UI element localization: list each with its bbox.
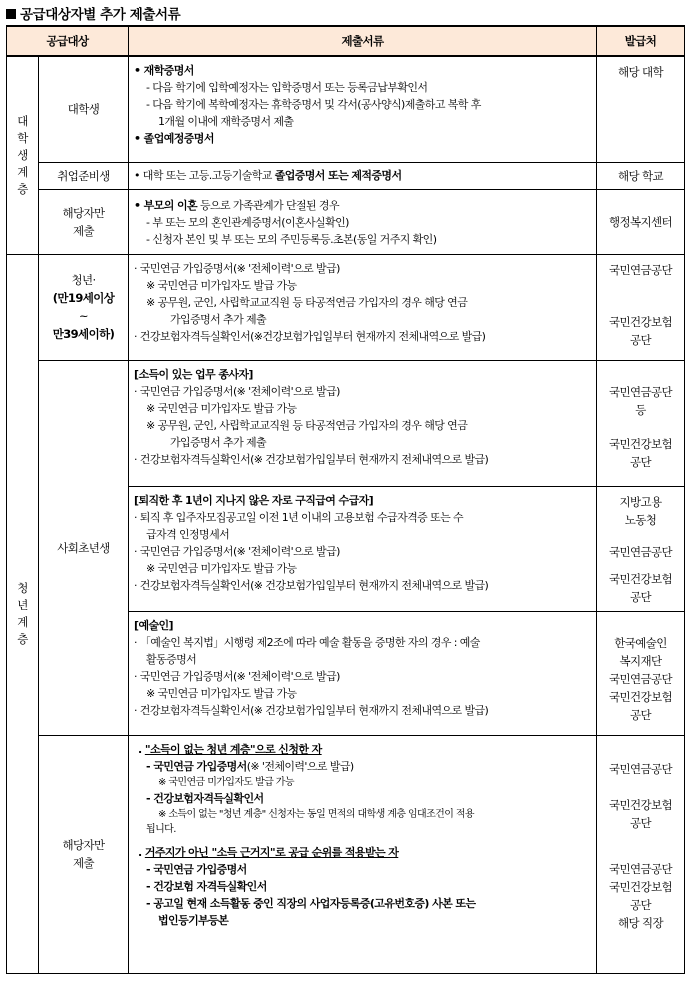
- vertical-char: 학: [17, 130, 28, 145]
- noincome-heading: "소득이 없는 청년 계층"으로 신청한 자: [144, 742, 322, 756]
- issuer-youth: 국민연금공단 국민건강보험 공단: [597, 254, 685, 360]
- doc-line: · 퇴직 후 입주자모집공고일 이전 1년 이내의 고용보험 수급자격증 또는 수: [134, 510, 464, 524]
- issuer-newcomer-artist: 한국예술인 복지재단 국민연금공단 국민건강보험 공단: [597, 611, 685, 735]
- issuer-newcomer-unemployed: 지방고용 노동청 국민연금공단 국민건강보험 공단: [597, 486, 685, 611]
- doc-line: · 「예술인 복지법」시행령 제2조에 따라 예술 활동을 증명한 자의 경우 : 예술: [134, 635, 480, 649]
- doc-line: 급자격 인정명세서: [146, 527, 230, 541]
- group-youth: [7, 254, 39, 973]
- doc-line: · 국민연금 가입증명서(※ '전체이력'으로 발급): [134, 384, 340, 398]
- row-youth: [7, 254, 685, 360]
- doc-line: ※ 국민연금 미가입자도 발급 가능: [146, 278, 297, 292]
- group-youth-label: [7, 580, 38, 648]
- submission-documents-table: [6, 25, 685, 974]
- target-newcomer: 사회초년생: [39, 360, 129, 735]
- docs-youth: [129, 254, 597, 360]
- vertical-char: 생: [17, 147, 28, 162]
- issuer-university: 해당 대학: [597, 56, 685, 162]
- docs-newcomer-artist: [예술인] · 「예술인 복지법」시행령 제2조에 따라 예술 활동을 증명한 자의 경우 : 예술 활동증명서 · 국민연금 가입증명서(※ '전체이력'으로 발급) ※ 국민연금 미가입자도 발급 가능 · 건강보험자격득실확인서(※ 건강보험가입일부터 현재까지 전체내역으로 발급): [129, 611, 597, 735]
- target-parent-divorce: 해당자만 제출: [39, 189, 129, 254]
- vertical-char: 년: [17, 597, 28, 612]
- target-noincome: 해당자만 제출: [39, 735, 129, 973]
- vertical-char: 계: [17, 614, 28, 629]
- row-jobseeker: [7, 162, 685, 189]
- row-newcomer-a: [7, 360, 685, 486]
- income-base-heading: 거주지가 아닌 "소득 근거지"로 공급 순위를 적용받는 자: [144, 845, 399, 859]
- doc-line: · 건강보험자격득실확인서(※ 건강보험가입일부터 현재까지 전체내역으로 발급): [134, 578, 489, 592]
- issuer-noincome: 국민연금공단 국민건강보험 공단 국민연금공단 국민건강보험 공단 해당 직장: [597, 735, 685, 973]
- doc-line: · 국민연금 가입증명서(※ '전체이력'으로 발급): [134, 669, 340, 683]
- doc-line: ※ 국민연금 미가입자도 발급 가능: [146, 686, 297, 700]
- doc-line: 활동증명서: [146, 652, 197, 666]
- square-bullet-icon: [6, 9, 16, 19]
- doc-line: - 건강보험 자격득실확인서: [146, 879, 267, 893]
- vertical-char: 대: [17, 113, 28, 128]
- section-title: 공급대상자별 추가 제출서류: [6, 3, 180, 23]
- issuer-jobseeker: 해당 학교: [597, 162, 685, 189]
- doc-line: · 국민연금 가입증명서(※ '전체이력'으로 발급): [134, 544, 340, 558]
- target-youth: 청년· (만19세이상 ~ 만39세이하): [39, 254, 129, 360]
- doc-line: - 신청자 본인 및 부 또는 모의 주민등록등.초본(동일 거주지 확인): [146, 232, 437, 246]
- issuer-parent-divorce: 행정복지센터: [597, 189, 685, 254]
- doc-line: - 국민연금 가입증명서: [146, 862, 247, 876]
- doc-line: 1개월 이내에 재학증명서 제출: [158, 115, 294, 128]
- docs-newcomer-employed: [소득이 있는 업무 종사자] · 국민연금 가입증명서(※ '전체이력'으로 발급) ※ 국민연금 미가입자도 발급 가능 ※ 공무원, 군인, 사립학교교직원 등 타공적연금 가입자의 경우 해당 연금 가입증명서 추가 제출 · 건강보험자격득실확인서(※ 건강보험가입일부터 현재까지 전체내역으로 발급): [129, 360, 597, 486]
- doc-line: ※ 공무원, 군인, 사립학교교직원 등 타공적연금 가입자의 경우 해당 연금: [146, 295, 468, 309]
- doc-line: 법인등기부등본: [158, 913, 229, 927]
- doc-line: - 공고일 현재 소득활동 중인 직장의 사업자등록증(고유번호증) 사본 또는: [146, 896, 476, 910]
- doc-line: ※ 공무원, 군인, 사립학교교직원 등 타공적연금 가입자의 경우 해당 연금: [146, 418, 468, 432]
- row-university: [7, 56, 685, 162]
- vertical-char: 층: [17, 631, 28, 646]
- vertical-char: 계: [17, 164, 28, 179]
- doc-line: · 건강보험자격득실확인서(※ 건강보험가입일부터 현재까지 전체내역으로 발급): [134, 452, 489, 466]
- doc-line: - 건강보험자격득실확인서: [146, 791, 264, 805]
- doc-line: · 건강보험자격득실확인서(※건강보험가입일부터 현재까지 전체내역으로 발급): [134, 329, 486, 343]
- header-issuer: 발급처: [597, 26, 685, 56]
- doc-line: · 건강보험자격득실확인서(※ 건강보험가입일부터 현재까지 전체내역으로 발급): [134, 703, 489, 717]
- group-university: [7, 56, 39, 254]
- docs-university: [129, 56, 597, 162]
- doc-line: ※ 국민연금 미가입자도 발급 가능: [158, 776, 294, 788]
- doc-line: · 국민연금 가입증명서(※ '전체이력'으로 발급): [134, 261, 340, 275]
- row-noincome: [7, 735, 685, 973]
- doc-line: - 다음 학기에 입학예정자는 입학증명서 또는 등록금납부확인서: [146, 81, 428, 94]
- doc-line: 가입증명서 추가 제출: [170, 435, 267, 449]
- target-jobseeker: 취업준비생: [39, 162, 129, 189]
- docs-parent-divorce: • 부모의 이혼 등으로 가족관계가 단절된 경우 - 부 또는 모의 혼인관계증명서(이혼사실확인) - 신청자 본인 및 부 또는 모의 주민등록등.초본(동일 거주지 확인): [129, 189, 597, 254]
- target-university: 대학생: [39, 56, 129, 162]
- group-university-label: [7, 113, 38, 198]
- row-parent-divorce: [7, 189, 685, 254]
- vertical-char: 청: [17, 580, 28, 595]
- doc-line: ※ 소득이 없는 "청년 계층" 신청자는 동일 면적의 대학생 계층 임대조건이 적용: [158, 808, 474, 820]
- doc-line: 됩니다.: [146, 823, 176, 835]
- header-row: [7, 26, 685, 56]
- header-target: 공급대상: [7, 26, 129, 56]
- doc-line: - 부 또는 모의 혼인관계증명서(이혼사실확인): [146, 215, 349, 229]
- doc-line: 가입증명서 추가 제출: [170, 312, 267, 326]
- doc-line: • 졸업예정증명서: [134, 132, 214, 145]
- vertical-char: 층: [17, 181, 28, 196]
- doc-line: ※ 국민연금 미가입자도 발급 가능: [146, 401, 297, 415]
- docs-jobseeker: • 대학 또는 고등.고등기술학교 졸업증명서 또는 제적증명서: [129, 162, 597, 189]
- docs-newcomer-unemployed: [퇴직한 후 1년이 지나지 않은 자로 구직급여 수급자] · 퇴직 후 입주자모집공고일 이전 1년 이내의 고용보험 수급자격증 또는 수 급자격 인정명세서 · 국민연금 가입증명서(※ '전체이력'으로 발급) ※ 국민연금 미가입자도 발급 가능 · 건강보험자격득실확인서(※ 건강보험가입일부터 현재까지 전체내역으로 발급): [129, 486, 597, 611]
- doc-line: ※ 국민연금 미가입자도 발급 가능: [146, 561, 297, 575]
- issuer-newcomer-employed: 국민연금공단 등 국민건강보험 공단: [597, 360, 685, 486]
- header-docs: 제출서류: [129, 26, 597, 56]
- doc-line: - 다음 학기에 복학예정자는 휴학증명서 및 각서(공사양식)제출하고 복학 후: [146, 98, 481, 111]
- docs-noincome: . "소득이 없는 청년 계층"으로 신청한 자 - 국민연금 가입증명서(※ '전체이력'으로 발급) ※ 국민연금 미가입자도 발급 가능 - 건강보험자격득실확인서 ※ 소득이 없는 "청년 계층" 신청자는 동일 면적의 대학생 계층 임대조건이 적용 됩니다. . 거주지가 아닌 "소득 근거지"로 공급 순위를 적용받는 자 - 국민연금 가입증명서 - 건강보험 자격득실확인서 - 공고일 현재 소득활동 중인 직장의 사업자등록증(고유번호증) 사본 또는 법인등기부등본: [129, 735, 597, 973]
- doc-line: • 재학증명서: [134, 64, 194, 77]
